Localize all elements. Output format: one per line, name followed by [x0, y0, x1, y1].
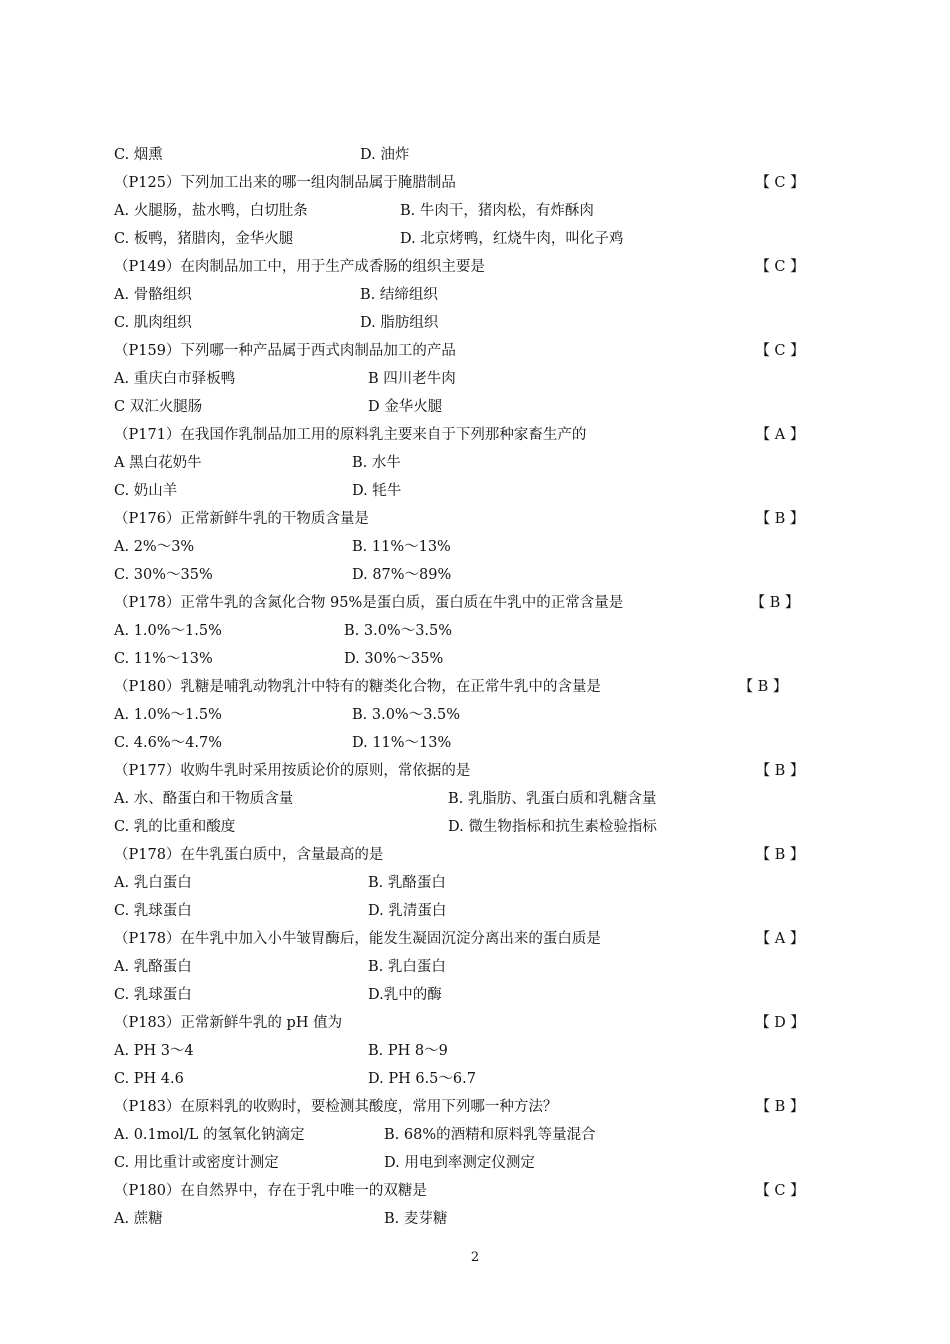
- option-a: A. 水、酪蛋白和干物质含量: [114, 791, 294, 807]
- option-d: D. 30%～35%: [344, 651, 444, 667]
- question-text: （P177）收购牛乳时采用按质论价的原则，常依据的是: [114, 763, 471, 779]
- answer-bracket: 【 A 】: [755, 427, 805, 443]
- option-d: D. 北京烤鸭，红烧牛肉，叫化子鸡: [400, 231, 624, 247]
- answer-bracket: 【 A 】: [755, 931, 805, 947]
- option-d: D. 乳清蛋白: [368, 903, 447, 919]
- question-text: （P178）在牛乳蛋白质中，含量最高的是: [114, 847, 384, 863]
- option-a: A. PH 3～4: [114, 1043, 194, 1059]
- option-d: D. PH 6.5～6.7: [368, 1071, 476, 1087]
- option-c: C. PH 4.6: [114, 1071, 184, 1087]
- option-b: B. 麦芽糖: [384, 1211, 448, 1227]
- option-d: D 金华火腿: [368, 399, 443, 415]
- question-text: （P183）正常新鲜牛乳的 pH 值为: [114, 1015, 343, 1031]
- option-c: C. 4.6%～4.7%: [114, 735, 222, 751]
- page-number: 2: [470, 1250, 480, 1265]
- answer-bracket: 【 C 】: [755, 259, 805, 275]
- option-d: D. 微生物指标和抗生素检验指标: [448, 819, 657, 835]
- option-d: D. 脂肪组织: [360, 315, 439, 331]
- question-text: （P180）在自然界中，存在于乳中唯一的双糖是: [114, 1183, 427, 1199]
- option-b: B. 结缔组织: [360, 287, 438, 303]
- option-c: C. 奶山羊: [114, 483, 178, 499]
- option-a: A. 火腿肠，盐水鸭，白切肚条: [114, 203, 308, 219]
- question-text: （P125）下列加工出来的哪一组肉制品属于腌腊制品: [114, 175, 456, 191]
- option-c: C. 乳的比重和酸度: [114, 819, 236, 835]
- question-text: （P171）在我国作乳制品加工用的原料乳主要来自于下列那种家畜生产的: [114, 427, 587, 443]
- answer-bracket: 【 C 】: [755, 175, 805, 191]
- question-text: （P180）乳糖是哺乳动物乳汁中特有的糖类化合物，在正常牛乳中的含量是: [114, 679, 601, 695]
- option-b: B. 乳酪蛋白: [368, 875, 446, 891]
- option-b: B. 乳脂肪、乳蛋白质和乳糖含量: [448, 791, 657, 807]
- option-b: B. 牛肉干，猪肉松，有炸酥肉: [400, 203, 594, 219]
- option-a: A. 乳白蛋白: [114, 875, 192, 891]
- answer-bracket: 【 B 】: [755, 847, 805, 863]
- answer-bracket: 【 C 】: [755, 343, 805, 359]
- option-b: B. 11%～13%: [352, 539, 451, 555]
- option-c: C. 11%～13%: [114, 651, 213, 667]
- option-d: D.乳中的酶: [368, 987, 442, 1003]
- question-text: （P178）在牛乳中加入小牛皱胃酶后，能发生凝固沉淀分离出来的蛋白质是: [114, 931, 601, 947]
- option-a: A. 1.0%～1.5%: [114, 707, 222, 723]
- option-d: D. 11%～13%: [352, 735, 452, 751]
- option-a: A. 重庆白市驿板鸭: [114, 371, 236, 387]
- answer-bracket: 【 B 】: [738, 679, 788, 695]
- option-c: C. 30%～35%: [114, 567, 213, 583]
- option-b: B. 3.0%～3.5%: [352, 707, 461, 723]
- question-text: （P176）正常新鲜牛乳的干物质含量是: [114, 511, 369, 527]
- option-a: A. 2%～3%: [114, 539, 195, 555]
- option-b: B. PH 8～9: [368, 1043, 448, 1059]
- option-a: A. 蔗糖: [114, 1211, 163, 1227]
- option-c: C. 乳球蛋白: [114, 903, 192, 919]
- option-d: D. 87%～89%: [352, 567, 452, 583]
- option-c: C 双汇火腿肠: [114, 399, 203, 415]
- answer-bracket: 【 C 】: [755, 1183, 805, 1199]
- option-a: A. 乳酪蛋白: [114, 959, 192, 975]
- option-b: B. 3.0%～3.5%: [344, 623, 453, 639]
- question-text: （P183）在原料乳的收购时，要检测其酸度，常用下列哪一种方法？: [114, 1099, 558, 1115]
- option-c: C. 用比重计或密度计测定: [114, 1155, 279, 1171]
- option-c: C. 肌肉组织: [114, 315, 192, 331]
- answer-bracket: 【 D 】: [755, 1015, 805, 1031]
- question-text: （P149）在肉制品加工中，用于生产成香肠的组织主要是: [114, 259, 485, 275]
- option-a: A. 0.1mol/L 的氢氧化钠滴定: [114, 1127, 305, 1143]
- option-d: D. 牦牛: [352, 483, 402, 499]
- answer-bracket: 【 B 】: [755, 763, 805, 779]
- option-a: A. 骨骼组织: [114, 287, 192, 303]
- answer-bracket: 【 B 】: [750, 595, 800, 611]
- option-c: C. 乳球蛋白: [114, 987, 192, 1003]
- option-a: A 黑白花奶牛: [114, 455, 202, 471]
- option-c: C. 板鸭，猪腊肉，金华火腿: [114, 231, 294, 247]
- question-text: （P178）正常牛乳的含氮化合物 95%是蛋白质，蛋白质在牛乳中的正常含量是: [114, 595, 624, 611]
- option-a: A. 1.0%～1.5%: [114, 623, 222, 639]
- question-text: （P159）下列哪一种产品属于西式肉制品加工的产品: [114, 343, 456, 359]
- option-d: D. 油炸: [360, 147, 410, 163]
- option-b: B. 水牛: [352, 455, 401, 471]
- option-b: B 四川老牛肉: [368, 371, 456, 387]
- option-c: C. 烟熏: [114, 147, 163, 163]
- option-b: B. 乳白蛋白: [368, 959, 446, 975]
- option-b: B. 68%的酒精和原料乳等量混合: [384, 1127, 596, 1143]
- answer-bracket: 【 B 】: [755, 511, 805, 527]
- answer-bracket: 【 B 】: [755, 1099, 805, 1115]
- option-d: D. 用电到率测定仪测定: [384, 1155, 535, 1171]
